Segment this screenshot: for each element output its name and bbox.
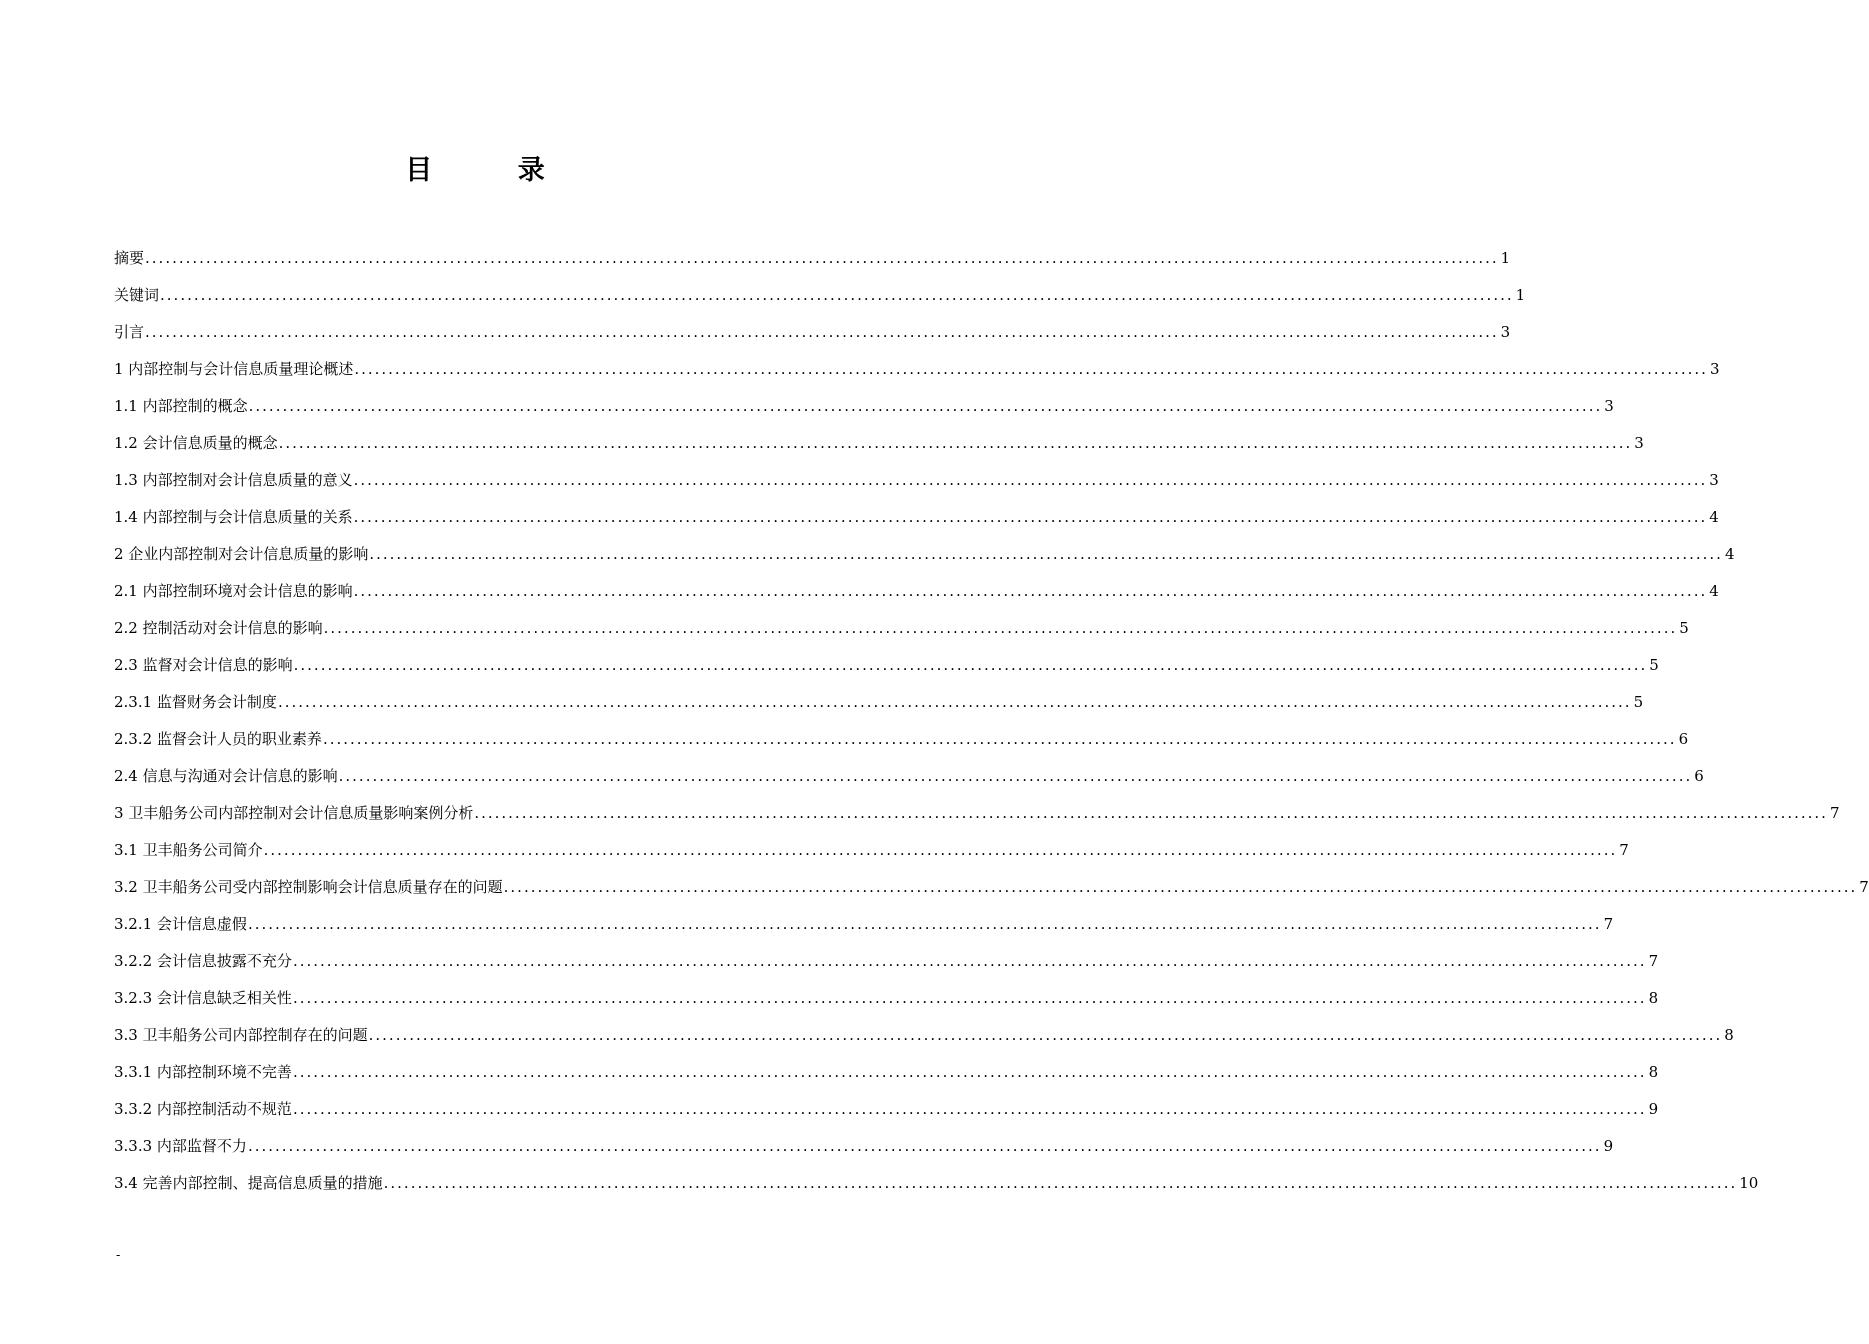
toc-entry[interactable] [114, 869, 1869, 906]
toc-entry[interactable] [114, 573, 1719, 610]
toc-entry[interactable] [114, 314, 1511, 351]
toc-dot-leader: ........................................................................................................................................................................................................ [368, 1026, 1723, 1044]
toc-dot-leader: ........................................................................................................................................................................................................ [247, 1137, 1602, 1155]
toc-dot-leader: ........................................................................................................................................................................................................ [145, 249, 1499, 267]
toc-entry[interactable] [114, 1017, 1734, 1054]
toc-entry-page-number: 4 [1724, 545, 1735, 563]
toc-entry[interactable] [114, 1128, 1614, 1165]
toc-entry[interactable] [114, 536, 1735, 573]
toc-entry[interactable] [114, 684, 1644, 721]
toc-entry-page-number: 8 [1648, 989, 1659, 1007]
toc-entry-page-number: 3 [1604, 397, 1614, 415]
toc-entry[interactable] [114, 425, 1644, 462]
toc-entry-page-number: 9 [1648, 1100, 1659, 1118]
toc-dot-leader: ........................................................................................................................................................................................................ [278, 434, 1633, 452]
toc-entry-page-number: 7 [1829, 804, 1840, 822]
toc-entry-page-number: 9 [1603, 1137, 1614, 1155]
toc-entry[interactable] [114, 906, 1614, 943]
toc-entry-label: 关键词 [114, 286, 160, 304]
toc-entry[interactable] [114, 943, 1659, 980]
toc-entry-page-number: 8 [1724, 1026, 1734, 1044]
toc-entry[interactable] [114, 647, 1659, 684]
toc-entry-label: 3.3.2 内部控制活动不规范 [114, 1100, 292, 1118]
toc-entry-label: 3.1 卫丰船务公司简介 [114, 841, 263, 859]
footer-mark: - [116, 1248, 121, 1262]
toc-entry-page-number: 7 [1648, 952, 1659, 970]
toc-dot-leader: ........................................................................................................................................................................................................ [503, 878, 1858, 896]
toc-entry-page-number: 1 [1500, 249, 1511, 267]
toc-entry[interactable] [114, 499, 1719, 536]
toc-entry-label: 3 卫丰船务公司内部控制对会计信息质量影响案例分析 [114, 804, 474, 822]
page-title: 目 录 [405, 155, 583, 186]
toc-entry-page-number: 8 [1648, 1063, 1659, 1081]
toc-entry-page-number: 4 [1709, 582, 1719, 600]
toc-dot-leader: ........................................................................................................................................................................................................ [160, 286, 1514, 304]
toc-entry-label: 2.4 信息与沟通对会计信息的影响 [114, 767, 338, 785]
toc-entry-label: 3.2.1 会计信息虚假 [114, 915, 247, 933]
toc-dot-leader: ........................................................................................................................................................................................................ [292, 1100, 1647, 1118]
toc-entry-page-number: 3 [1709, 360, 1720, 378]
toc-entry-page-number: 4 [1709, 508, 1719, 526]
toc-dot-leader: ........................................................................................................................................................................................................ [277, 693, 1632, 711]
toc-entry-page-number: 7 [1859, 878, 1869, 896]
toc-dot-leader: ........................................................................................................................................................................................................ [323, 619, 1678, 637]
toc-dot-leader: ........................................................................................................................................................................................................ [293, 656, 1648, 674]
toc-entry[interactable] [114, 277, 1526, 314]
toc-dot-leader: ........................................................................................................................................................................................................ [145, 323, 1499, 341]
toc-entry[interactable] [114, 1054, 1659, 1091]
toc-entry[interactable] [114, 832, 1629, 869]
toc-entry[interactable] [114, 795, 1840, 832]
toc-entry-page-number: 7 [1619, 841, 1629, 859]
toc-entry-label: 3.4 完善内部控制、提高信息质量的措施 [114, 1174, 383, 1192]
toc-entry-label: 2.2 控制活动对会计信息的影响 [114, 619, 323, 637]
toc-dot-leader: ........................................................................................................................................................................................................ [353, 582, 1708, 600]
toc-entry-page-number: 10 [1739, 1174, 1759, 1192]
toc-entry-label: 2.3.1 监督财务会计制度 [114, 693, 277, 711]
toc-entry-label: 2 企业内部控制对会计信息质量的影响 [114, 545, 369, 563]
toc-dot-leader: ........................................................................................................................................................................................................ [292, 1063, 1647, 1081]
toc-entry[interactable] [114, 351, 1720, 388]
toc-entry-label: 1 内部控制与会计信息质量理论概述 [114, 360, 354, 378]
toc-entry[interactable] [114, 721, 1689, 758]
toc-entry-page-number: 7 [1603, 915, 1614, 933]
toc-dot-leader: ........................................................................................................................................................................................................ [292, 952, 1647, 970]
toc-entry-page-number: 6 [1694, 767, 1704, 785]
toc-entry-label: 2.1 内部控制环境对会计信息的影响 [114, 582, 353, 600]
toc-entry-page-number: 6 [1678, 730, 1689, 748]
toc-dot-leader: ........................................................................................................................................................................................................ [353, 508, 1708, 526]
toc-dot-leader: ........................................................................................................................................................................................................ [248, 397, 1603, 415]
toc-entry[interactable] [114, 240, 1511, 277]
toc-entry-label: 2.3 监督对会计信息的影响 [114, 656, 293, 674]
toc-dot-leader: ........................................................................................................................................................................................................ [263, 841, 1618, 859]
toc-entry-label: 3.3.1 内部控制环境不完善 [114, 1063, 292, 1081]
toc-dot-leader: ........................................................................................................................................................................................................ [383, 1174, 1738, 1192]
toc-dot-leader: ........................................................................................................................................................................................................ [322, 730, 1677, 748]
toc-dot-leader: ........................................................................................................................................................................................................ [474, 804, 1828, 822]
toc-entry[interactable] [114, 758, 1704, 795]
toc-entry-label: 3.3 卫丰船务公司内部控制存在的问题 [114, 1026, 368, 1044]
toc-entry-label: 摘要 [114, 249, 145, 267]
toc-dot-leader: ........................................................................................................................................................................................................ [354, 360, 1708, 378]
toc-entry[interactable] [114, 1165, 1759, 1202]
toc-dot-leader: ........................................................................................................................................................................................................ [369, 545, 1723, 563]
toc-entry[interactable] [114, 462, 1719, 499]
toc-entry-label: 1.1 内部控制的概念 [114, 397, 248, 415]
toc-entry-label: 3.3.3 内部监督不力 [114, 1137, 247, 1155]
toc-entry-label: 1.2 会计信息质量的概念 [114, 434, 278, 452]
toc-dot-leader: ........................................................................................................................................................................................................ [353, 471, 1708, 489]
table-of-contents [114, 240, 1869, 1202]
toc-dot-leader: ........................................................................................................................................................................................................ [292, 989, 1647, 1007]
toc-entry-label: 2.3.2 监督会计人员的职业素养 [114, 730, 322, 748]
toc-entry[interactable] [114, 388, 1614, 425]
toc-entry-label: 1.4 内部控制与会计信息质量的关系 [114, 508, 353, 526]
toc-entry-page-number: 3 [1500, 323, 1511, 341]
toc-entry-label: 3.2 卫丰船务公司受内部控制影响会计信息质量存在的问题 [114, 878, 503, 896]
toc-entry-page-number: 3 [1634, 434, 1644, 452]
toc-dot-leader: ........................................................................................................................................................................................................ [247, 915, 1602, 933]
toc-entry[interactable] [114, 610, 1689, 647]
toc-entry-label: 3.2.2 会计信息披露不充分 [114, 952, 292, 970]
toc-entry-label: 1.3 内部控制对会计信息质量的意义 [114, 471, 353, 489]
toc-entry-page-number: 5 [1633, 693, 1644, 711]
toc-entry-page-number: 1 [1515, 286, 1526, 304]
toc-entry-label: 引言 [114, 323, 145, 341]
toc-entry-page-number: 3 [1709, 471, 1719, 489]
toc-entry-label: 3.2.3 会计信息缺乏相关性 [114, 989, 292, 1007]
toc-entry[interactable] [114, 1091, 1659, 1128]
toc-entry-page-number: 5 [1649, 656, 1659, 674]
toc-entry[interactable] [114, 980, 1659, 1017]
toc-dot-leader: ........................................................................................................................................................................................................ [338, 767, 1693, 785]
toc-entry-page-number: 5 [1679, 619, 1689, 637]
